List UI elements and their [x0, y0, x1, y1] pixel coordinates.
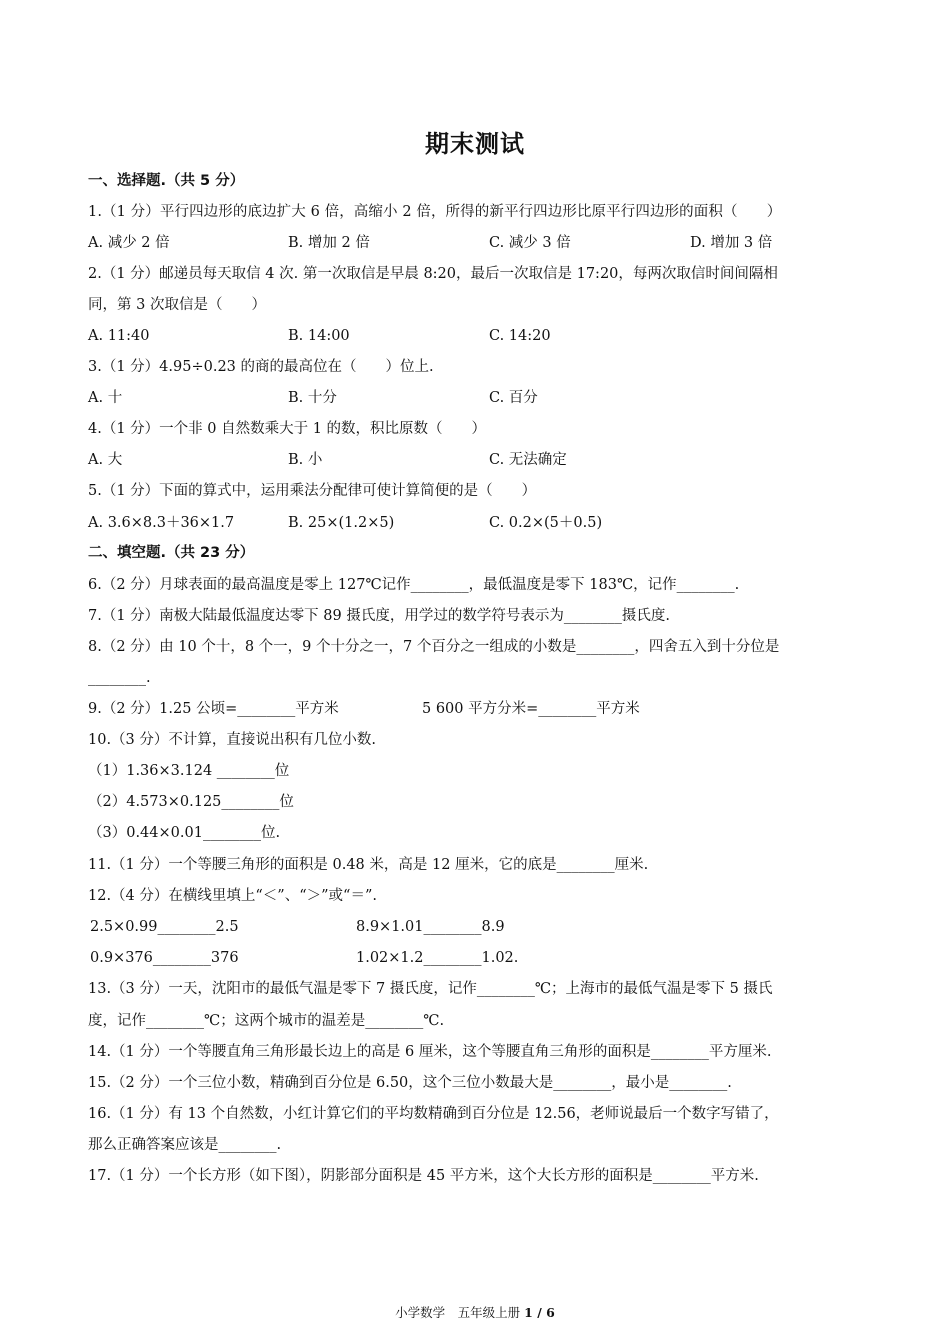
question-9-part-b: 5 600 平方分米=________平方米	[422, 701, 640, 717]
page-title: 期末测试	[425, 130, 525, 158]
q5-option-c: C. 0.2×(5＋0.5)	[489, 515, 603, 531]
question-8-line-1: 8.（2 分）由 10 个十，8 个一，9 个十分之一，7 个百分之一组成的小数是________，四舍五入到十分位是	[88, 639, 780, 655]
q10-item-1: （1）1.36×3.124 ________位	[88, 763, 290, 779]
question-9-part-a: 9.（2 分）1.25 公顷=________平方米	[88, 701, 339, 717]
question-3: 3.（1 分）4.95÷0.23 的商的最高位在（ ）位上.	[88, 359, 434, 375]
q4-option-b: B. 小	[288, 452, 323, 468]
q3-option-c: C. 百分	[489, 390, 538, 406]
q5-option-b: B. 25×(1.2×5)	[288, 515, 395, 531]
q12-row-2-right: 1.02×1.2________1.02.	[356, 950, 519, 966]
q12-row-1-left: 2.5×0.99________2.5	[90, 919, 239, 935]
question-17: 17.（1 分）一个长方形（如下图），阴影部分面积是 45 平方米，这个大长方形的面积是________平方米.	[88, 1168, 759, 1184]
q4-option-c: C. 无法确定	[489, 452, 567, 468]
footer-label: 小学数学 五年级上册	[395, 1305, 521, 1320]
q12-row-2-left: 0.9×376________376	[90, 950, 239, 966]
q1-option-c: C. 减少 3 倍	[489, 235, 571, 251]
question-10: 10.（3 分）不计算，直接说出积有几位小数.	[88, 732, 377, 748]
question-11: 11.（1 分）一个等腰三角形的面积是 0.48 米，高是 12 厘米，它的底是________厘米.	[88, 857, 649, 873]
q3-option-a: A. 十	[88, 390, 123, 406]
question-14: 14.（1 分）一个等腰直角三角形最长边上的高是 6 厘米，这个等腰直角三角形的面积是________平方厘米.	[88, 1044, 772, 1060]
question-4: 4.（1 分）一个非 0 自然数乘大于 1 的数，积比原数（ ）	[88, 421, 487, 437]
question-2-line-2: 同，第 3 次取信是（ ）	[88, 297, 266, 313]
question-1: 1.（1 分）平行四边形的底边扩大 6 倍，高缩小 2 倍，所得的新平行四边形比原平行四边形的面积（ ）	[88, 204, 782, 220]
q1-option-b: B. 增加 2 倍	[288, 235, 370, 251]
question-6: 6.（2 分）月球表面的最高温度是零上 127℃记作________，最低温度是零下 183℃，记作________.	[88, 577, 740, 593]
section-choice-heading: 一、选择题.（共 5 分）	[88, 173, 245, 189]
q10-item-3: （3）0.44×0.01________位.	[88, 825, 281, 841]
q2-option-b: B. 14:00	[288, 328, 350, 344]
q2-option-c: C. 14:20	[489, 328, 551, 344]
q1-option-d: D. 增加 3 倍	[690, 235, 773, 251]
page-number: 1 / 6	[524, 1305, 555, 1320]
question-2-line-1: 2.（1 分）邮递员每天取信 4 次. 第一次取信是早晨 8:20，最后一次取信是 17:20，每两次取信时间间隔相	[88, 266, 778, 282]
question-5: 5.（1 分）下面的算式中，运用乘法分配律可使计算简便的是（ ）	[88, 483, 537, 499]
q5-option-a: A. 3.6×8.3＋36×1.7	[88, 515, 235, 531]
question-16-line-2: 那么正确答案应该是________.	[88, 1137, 282, 1153]
question-16-line-1: 16.（1 分）有 13 个自然数，小红计算它们的平均数精确到百分位是 12.56，老师说最后一个数字写错了，	[88, 1106, 779, 1122]
question-8-line-2: ________.	[88, 670, 151, 686]
q12-row-1-right: 8.9×1.01________8.9	[356, 919, 505, 935]
question-15: 15.（2 分）一个三位小数，精确到百分位是 6.50，这个三位小数最大是________，最小是________.	[88, 1075, 732, 1091]
q4-option-a: A. 大	[88, 452, 123, 468]
question-13-line-1: 13.（3 分）一天，沈阳市的最低气温是零下 7 摄氏度，记作________℃；上海市的最低气温是零下 5 摄氏	[88, 981, 773, 997]
question-12: 12.（4 分）在横线里填上“＜”、“＞”或“＝”.	[88, 888, 377, 904]
q1-option-a: A. 减少 2 倍	[88, 235, 170, 251]
section-fill-heading: 二、填空题.（共 23 分）	[88, 545, 255, 561]
page-footer	[0, 1303, 950, 1321]
question-13-line-2: 度，记作________℃；这两个城市的温差是________℃.	[88, 1013, 445, 1029]
q2-option-a: A. 11:40	[88, 328, 150, 344]
question-7: 7.（1 分）南极大陆最低温度达零下 89 摄氏度，用学过的数学符号表示为________摄氏度.	[88, 608, 670, 624]
q10-item-2: （2）4.573×0.125________位	[88, 794, 294, 810]
q3-option-b: B. 十分	[288, 390, 337, 406]
